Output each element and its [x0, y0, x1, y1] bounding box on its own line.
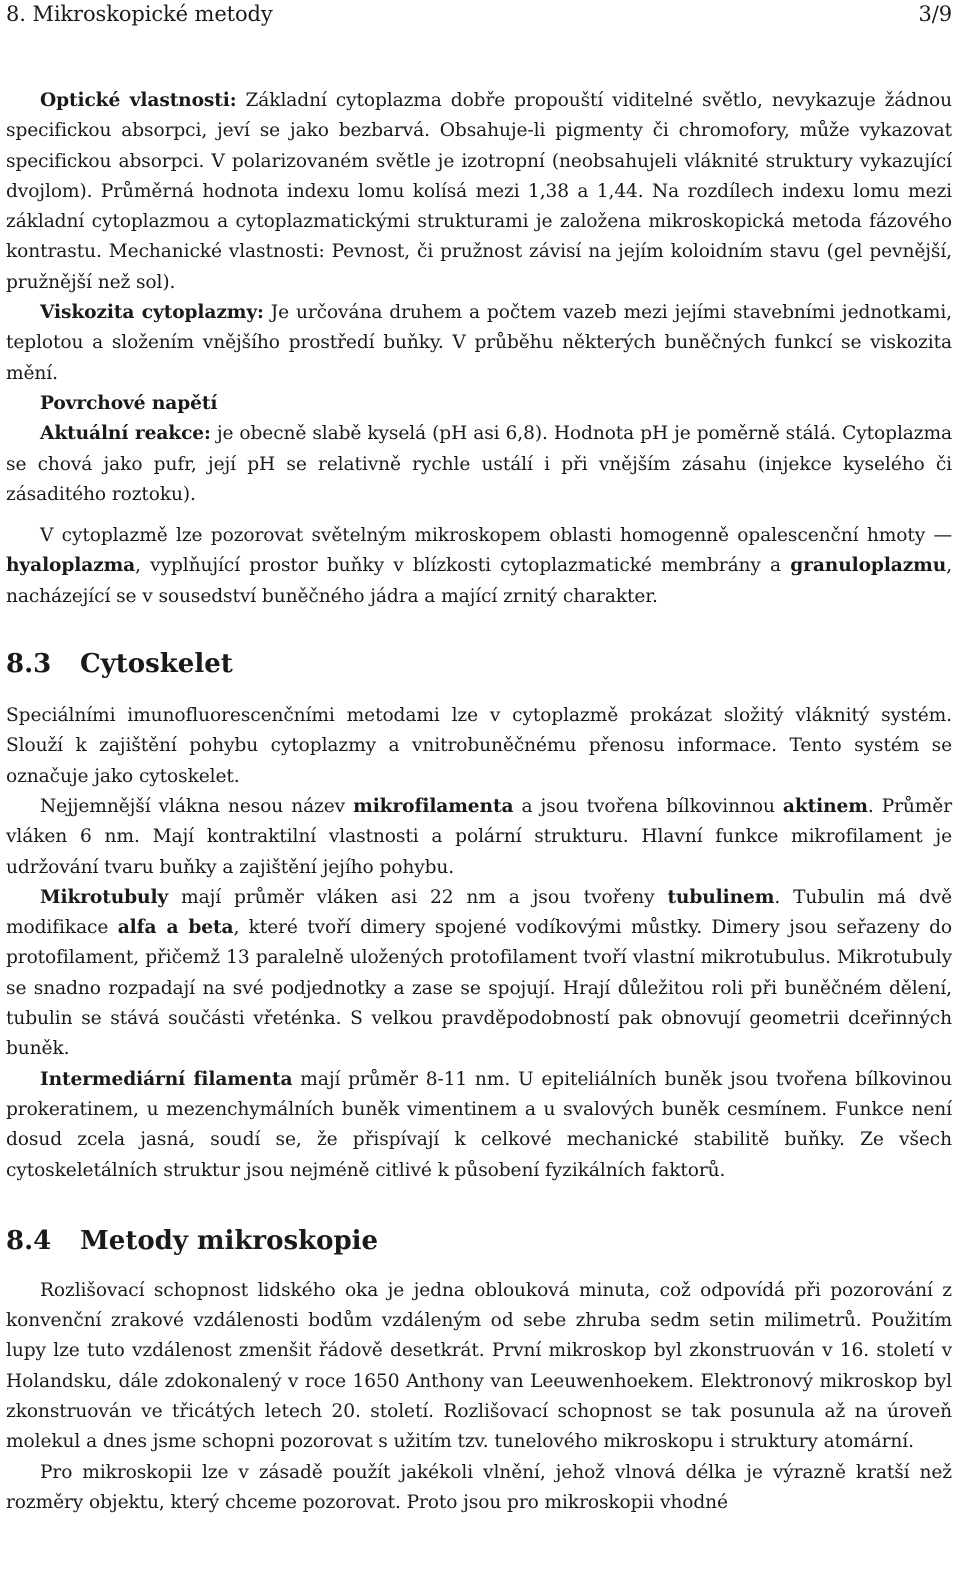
term-microfilaments: mikrofilamenta	[353, 795, 514, 817]
term-microtubules: Mikrotubuly	[40, 886, 169, 908]
chapter-title: 8. Mikroskopické metody	[6, 2, 273, 26]
term-actual-reaction: Aktuální reakce:	[40, 423, 211, 445]
term-viscosity: Viskozita cytoplazmy:	[40, 302, 264, 324]
body-section-cytoskeleton	[6, 701, 952, 1186]
term-granuloplasm: granuloplazmu	[790, 555, 947, 577]
paragraph-cytoskeleton-intro: Speciálními imunofluorescenčními metodami lze v cytoplazmě prokázat složitý vláknitý systém. Slouží k zajištění pohybu cytoplazmy a vnitrobuněčnému přenosu informace. Tento systém se označuje jako cytoskelet.	[6, 705, 952, 787]
term-hyaloplasm: hyaloplazma	[6, 555, 136, 577]
paragraph-microtubules: Mikrotubuly mají průměr vláken asi 22 nm a jsou tvořeny tubulinem. Tubulin má dvě modifikace alfa a beta, které tvoří dimery spojené vodíkovými můstky. Dimery jsou seřazeny do protofilament, přičemž 13 paralelně uložených protofilament tvoří vlastní mikrotubulus. Mikrotubuly se snadno rozpadají na své podjednotky a zase se spojují. Hrají důležitou roli při buněčném dělení, tubulin se stává součásti vřeténka. S velkou pravděpodobností pak obnovují geometrii dceřinných buněk.	[6, 886, 952, 1060]
term-intermediate-filaments: Intermediární filamenta	[40, 1068, 293, 1090]
section-number: 8.4	[6, 1225, 52, 1256]
paragraph-actual-reaction: Aktuální reakce: je obecně slabě kyselá (pH asi 6,8). Hodnota pH je poměrně stálá. Cytoplazma se chová jako pufr, její pH se relativně rychle ustálí i při vnějším zásahu (injekce kyselého či zásaditého roztoku).	[6, 423, 952, 505]
paragraph-hyaloplasm: V cytoplazmě lze pozorovat světelným mikroskopem oblasti homogenně opalescenční hmoty — hyaloplazma, vyplňující prostor buňky v blízkosti cytoplazmatické membrány a granuloplazmu, nacházející se v sousedství buněčného jádra a mající zrnitý charakter.	[6, 525, 952, 607]
term-actin: aktinem	[782, 795, 868, 817]
body-section-cytoplasm	[6, 86, 952, 612]
body-section-microscopy	[6, 1276, 952, 1518]
term-alpha-beta: alfa a beta	[117, 917, 234, 939]
paragraph-wavelength: Pro mikroskopii lze v zásadě použít jakékoli vlnění, jehož vlnová délka je výrazně kratší než rozměry objektu, který chceme pozorovat. Proto jsou pro mikroskopii vhodné	[6, 1461, 952, 1513]
page-number: 3/9	[918, 2, 952, 26]
term-tubulin: tubulinem	[667, 886, 775, 908]
paragraph-surface-tension	[6, 389, 952, 419]
paragraph-viscosity: Viskozita cytoplazmy: Je určována druhem a počtem vazeb mezi jejími stavebními jednotkami, teplotou a složením vnějšího prostředí buňky. V průběhu některých buněčných funkcí se viskozita mění.	[6, 302, 952, 384]
section-title: Metody mikroskopie	[80, 1225, 379, 1256]
paragraph-resolution-history: Rozlišovací schopnost lidského oka je jedna oblouková minuta, což odpovídá při pozorování z konvenční zrakové vzdálenosti bodům vzdáleným od sebe zhruba sedm setin milimetrů. Použitím lupy lze tuto vzdálenost zmenšit řádově desetkrát. První mikroskop byl zkonstruován v 16. století v Holandsku, dále zdokonalený v roce 1650 Anthony van Leeuwenhoekem. Elektronový mikroskop byl zkonstruován ve třicátých letech 20. století. Rozlišovací schopnost se tak posunula až na úroveň molekul a dnes jsme schopni pozorovat s užitím tzv. tunelového mikroskopu i struktury atomární.	[6, 1279, 952, 1453]
paragraph-microfilaments: Nejjemnější vlákna nesou název mikrofilamenta a jsou tvořena bílkovinnou aktinem. Průměr vláken 6 nm. Mají kontraktilní vlastnosti a polární strukturu. Hlavní funkce mikrofilament je udržování tvaru buňky a zajištění jejího pohybu.	[6, 795, 952, 878]
section-heading-microscopy-methods	[6, 1224, 952, 1258]
paragraph-optical-properties: Optické vlastnosti: Základní cytoplazma dobře propouští viditelné světlo, nevykazuje žádnou specifickou absorpci, jeví se jako bezbarvá. Obsahuje-li pigmenty či chromofory, může vykazovat specifickou absorpci. V polarizovaném světle je izotropní (neobsahujeli vláknité struktury vykazující dvojlom). Průměrná hodnota indexu lomu kolísá mezi 1,38 a 1,44. Na rozdílech indexu lomu mezi základní cytoplazmou a cytoplazmatickými strukturami je založena mikroskopická metoda fázového kontrastu. Mechanické vlastnosti: Pevnost, či pružnost závisí na jejím koloidním stavu (gel pevnější, pružnější než sol).	[6, 90, 952, 293]
section-title: Cytoskelet	[80, 649, 233, 680]
term-surface-tension: Povrchové napětí	[40, 392, 218, 414]
running-header	[6, 0, 952, 30]
paragraph-intermediate-filaments: Intermediární filamenta mají průměr 8-11 nm. U epiteliálních buněk jsou tvořena bílkovinou prokeratinem, u mezenchymálních buněk vimentinem a u svalových buněk cesmínem. Funkce není dosud zcela jasná, soudí se, že přispívají k celkové mechanické stabilitě buňky. Ze všech cytoskeletálních struktur jsou nejméně citlivé k působení fyzikálních faktorů.	[6, 1068, 952, 1181]
section-heading-cytoskeleton	[6, 647, 952, 681]
section-number: 8.3	[6, 649, 52, 680]
term-optical-properties: Optické vlastnosti:	[40, 90, 237, 111]
